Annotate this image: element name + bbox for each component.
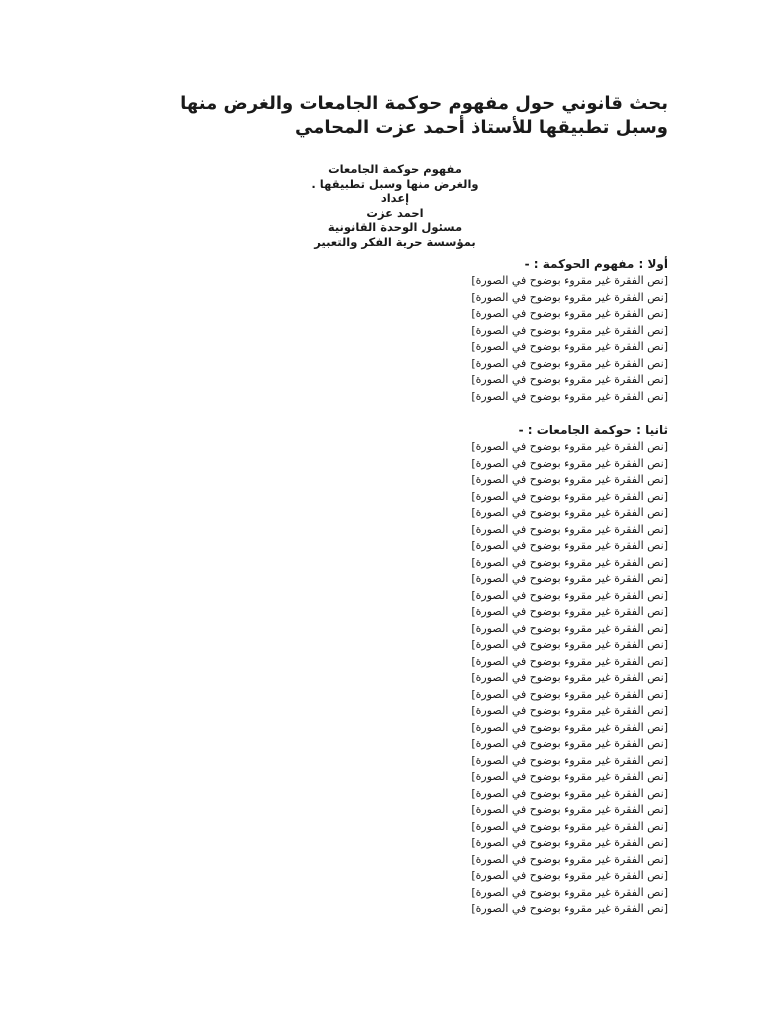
paragraph-line: [نص الفقرة غير مقروء بوضوح في الصورة] <box>471 389 668 403</box>
paragraph-line: [نص الفقرة غير مقروء بوضوح في الصورة] <box>471 539 668 552</box>
paragraph-line: [نص الفقرة غير مقروء بوضوح في الصورة] <box>471 473 668 486</box>
paragraph-line: [نص الفقرة غير مقروء بوضوح في الصورة] <box>471 803 668 816</box>
paragraph-line: [نص الفقرة غير مقروء بوضوح في الصورة] <box>471 506 668 519</box>
paragraph-line: [نص الفقرة غير مقروء بوضوح في الصورة] <box>471 340 668 353</box>
paragraph-line: [نص الفقرة غير مقروء بوضوح في الصورة] <box>471 786 668 800</box>
paragraph-line: [نص الفقرة غير مقروء بوضوح في الصورة] <box>471 356 668 370</box>
author-header-block <box>122 162 668 249</box>
section-paragraph-governance-concept <box>122 273 668 405</box>
header-line: إعداد <box>380 191 410 205</box>
paragraph-line: [نص الفقرة غير مقروء بوضوح في الصورة] <box>471 621 668 635</box>
paragraph-line: [نص الفقرة غير مقروء بوضوح في الصورة] <box>471 307 668 320</box>
paragraph-line: [نص الفقرة غير مقروء بوضوح في الصورة] <box>471 654 668 668</box>
paragraph-line: [نص الفقرة غير مقروء بوضوح في الصورة] <box>471 373 668 386</box>
paragraph-line: [نص الفقرة غير مقروء بوضوح في الصورة] <box>471 522 668 536</box>
paragraph-line: [نص الفقرة غير مقروء بوضوح في الصورة] <box>471 555 668 569</box>
header-line: مسئول الوحدة القانونية <box>327 220 463 234</box>
header-line: بمؤسسة حرية الفكر والتعبير <box>314 234 476 249</box>
paragraph-line: [نص الفقرة غير مقروء بوضوح في الصورة] <box>471 770 668 783</box>
paragraph-line: [نص الفقرة غير مقروء بوضوح في الصورة] <box>471 704 668 717</box>
paragraph-line: [نص الفقرة غير مقروء بوضوح في الصورة] <box>471 440 668 453</box>
paragraph-line: [نص الفقرة غير مقروء بوضوح في الصورة] <box>471 737 668 750</box>
paragraph-line: [نص الفقرة غير مقروء بوضوح في الصورة] <box>471 638 668 651</box>
paragraph-line: [نص الفقرة غير مقروء بوضوح في الصورة] <box>471 290 668 304</box>
paragraph-line: [نص الفقرة غير مقروء بوضوح في الصورة] <box>471 605 668 618</box>
paragraph-line: [نص الفقرة غير مقروء بوضوح في الصورة] <box>471 671 668 684</box>
header-line: مفهوم حوكمة الجامعات <box>328 162 462 176</box>
paragraph-line: [نص الفقرة غير مقروء بوضوح في الصورة] <box>471 819 668 833</box>
paragraph-line: [نص الفقرة غير مقروء بوضوح في الصورة] <box>471 323 668 337</box>
section-paragraph-university-governance <box>122 439 668 918</box>
paragraph-line: [نص الفقرة غير مقروء بوضوح في الصورة] <box>471 836 668 849</box>
section-heading-governance-concept: أولا : مفهوم الحوكمة : - <box>524 257 668 271</box>
section-heading-university-governance: ثانيا : حوكمة الجامعات : - <box>518 423 668 437</box>
paragraph-line: [نص الفقرة غير مقروء بوضوح في الصورة] <box>471 456 668 470</box>
paragraph-line: [نص الفقرة غير مقروء بوضوح في الصورة] <box>471 720 668 734</box>
header-line: احمد عزت <box>366 205 424 220</box>
header-line: والغرض منها وسبل تطبيقها . <box>311 176 479 191</box>
paragraph-line: [نص الفقرة غير مقروء بوضوح في الصورة] <box>471 885 668 899</box>
paragraph-line: [نص الفقرة غير مقروء بوضوح في الصورة] <box>471 869 668 882</box>
paragraph-line: [نص الفقرة غير مقروء بوضوح في الصورة] <box>471 489 668 503</box>
paragraph-line: [نص الفقرة غير مقروء بوضوح في الصورة] <box>471 588 668 602</box>
paragraph-line: [نص الفقرة غير مقروء بوضوح في الصورة] <box>471 572 668 585</box>
paragraph-line: [نص الفقرة غير مقروء بوضوح في الصورة] <box>471 274 668 287</box>
paragraph-line: [نص الفقرة غير مقروء بوضوح في الصورة] <box>471 902 668 915</box>
paragraph-line: [نص الفقرة غير مقروء بوضوح في الصورة] <box>471 687 668 701</box>
document-title: بحث قانوني حول مفهوم حوكمة الجامعات والغرض منها وسبل تطبيقها للأستاذ أحمد عزت المحامي <box>180 93 668 138</box>
section-spacer <box>122 405 668 419</box>
paragraph-line: [نص الفقرة غير مقروء بوضوح في الصورة] <box>471 852 668 866</box>
paragraph-line: [نص الفقرة غير مقروء بوضوح في الصورة] <box>471 753 668 767</box>
